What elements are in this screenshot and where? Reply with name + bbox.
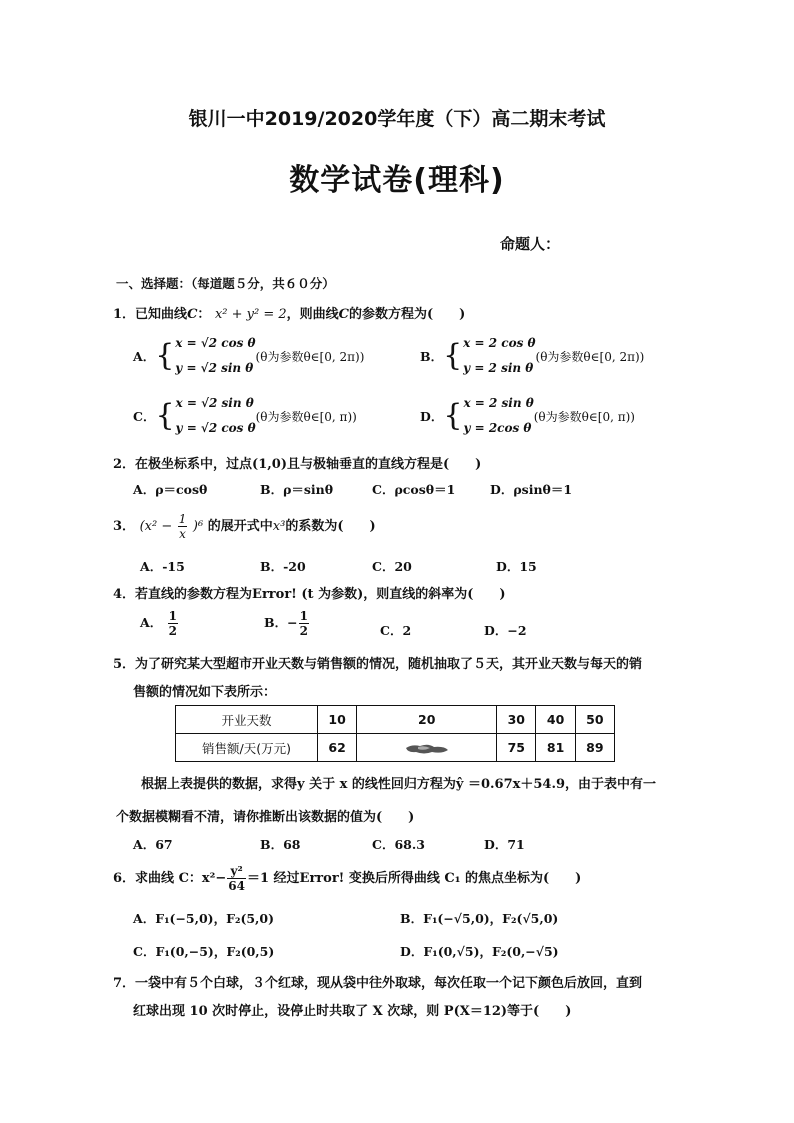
section-heading: 一、选择题：（每道题５分，共６０分） bbox=[116, 276, 335, 291]
question-3 bbox=[113, 512, 376, 541]
equation: x² + y² = 2 bbox=[214, 307, 287, 322]
table-cell: 62 bbox=[317, 734, 356, 762]
exam-title-line2: 数学试卷(理科) bbox=[289, 163, 505, 198]
q5-option-d[interactable]: D．71 bbox=[484, 837, 525, 852]
q2-option-c[interactable]: C．ρcosθ＝1 bbox=[372, 482, 456, 497]
param-system: x = 2 sin θ y = 2cos θ bbox=[463, 396, 534, 435]
q3-option-a[interactable]: A．-15 bbox=[140, 559, 185, 574]
exam-title-line1: 银川一中2019/2020学年度（下）高二期末考试 bbox=[188, 108, 606, 130]
question-text: 的展开式中 bbox=[207, 519, 273, 534]
q2-option-b[interactable]: B．ρ＝sinθ bbox=[260, 482, 334, 497]
sales-table bbox=[175, 705, 615, 762]
question-number: 7． bbox=[113, 976, 136, 991]
q5-option-b[interactable]: B．68 bbox=[260, 837, 301, 852]
question-7-line2: 红球出现 10 次时停止，设停止时共取了 X 次球，则 P(X＝12)等于( ) bbox=[133, 1004, 572, 1019]
author-label: 命题人： bbox=[500, 235, 561, 253]
option-label: A． bbox=[133, 349, 156, 364]
question-text: 的系数为( ) bbox=[285, 519, 376, 534]
param-note: (θ为参数θ∈[0, 2π)) bbox=[535, 349, 645, 364]
q4-option-d[interactable]: D．−2 bbox=[484, 623, 527, 638]
question-number: 5． bbox=[113, 657, 136, 672]
question-text: 求曲线 C：x²− bbox=[135, 871, 227, 886]
q6-option-a[interactable]: A．F₁(−5,0)，F₂(5,0) bbox=[133, 911, 275, 926]
question-number: 6． bbox=[113, 871, 136, 886]
blur-smudge-icon bbox=[404, 743, 449, 755]
curve-var: C bbox=[338, 307, 350, 322]
expression: (x² − bbox=[139, 519, 173, 534]
table-cell: 89 bbox=[575, 734, 614, 762]
q2-option-d[interactable]: D．ρsinθ＝1 bbox=[490, 482, 573, 497]
q6-option-d[interactable]: D．F₁(0,√5)，F₂(0,−√5) bbox=[400, 944, 559, 959]
q5-option-a[interactable]: A．67 bbox=[133, 837, 173, 852]
question-text: 的参数方程为( ) bbox=[349, 307, 466, 322]
brace-icon: { bbox=[443, 338, 463, 373]
q6-option-c[interactable]: C．F₁(0,−5)，F₂(0,5) bbox=[133, 944, 275, 959]
param-system: x = 2 cos θ y = 2 sin θ bbox=[463, 336, 536, 375]
table-cell: 20 bbox=[357, 706, 497, 734]
expression: )⁶ bbox=[192, 519, 204, 534]
fraction: $\frac{1}{2}$ bbox=[299, 609, 308, 638]
option-label: B． bbox=[420, 349, 444, 364]
q4-option-c[interactable]: C．2 bbox=[380, 623, 412, 638]
table-header-cell: 销售额/天(万元) bbox=[176, 734, 318, 762]
question-text: 在极坐标系中，过点(1,0)且与极轴垂直的直线方程是( ) bbox=[135, 457, 482, 472]
question-text: 已知曲线 bbox=[135, 307, 188, 322]
question-number: 1． bbox=[113, 307, 136, 322]
colon: ： bbox=[197, 307, 211, 322]
blurred-cell bbox=[357, 734, 497, 762]
question-text: ＝1 经过Error! 变换后所得曲线 C₁ 的焦点坐标为( ) bbox=[246, 871, 582, 886]
question-5 bbox=[113, 653, 642, 672]
brace-icon: { bbox=[155, 338, 175, 373]
table-row bbox=[176, 706, 615, 734]
table-cell: 30 bbox=[497, 706, 536, 734]
option-label: C． bbox=[133, 409, 156, 424]
q1-option-c[interactable] bbox=[133, 390, 357, 442]
param-note: (θ为参数θ∈[0, 2π)) bbox=[255, 349, 365, 364]
table-row bbox=[176, 734, 615, 762]
question-number: 2． bbox=[113, 457, 136, 472]
q5-option-c[interactable]: C．68.3 bbox=[372, 837, 425, 852]
param-note: (θ为参数θ∈[0, π)) bbox=[255, 409, 357, 424]
question-6 bbox=[113, 864, 581, 893]
term: x³ bbox=[272, 519, 286, 534]
q4-option-b[interactable]: B．− $\frac{1}{2}$ bbox=[264, 609, 308, 638]
q1-option-b[interactable] bbox=[420, 330, 644, 382]
table-cell: 10 bbox=[317, 706, 356, 734]
brace-icon: { bbox=[443, 398, 463, 433]
q1-option-a[interactable] bbox=[133, 330, 364, 382]
question-5-line2: 售额的情况如下表所示： bbox=[133, 685, 277, 700]
brace-icon: { bbox=[155, 398, 175, 433]
fraction: $\frac{1}{2}$ bbox=[168, 609, 177, 638]
q3-option-d[interactable]: D．15 bbox=[496, 559, 537, 574]
question-number: 4． bbox=[113, 587, 136, 602]
param-note: (θ为参数θ∈[0, π)) bbox=[533, 409, 635, 424]
q3-option-b[interactable]: B．-20 bbox=[260, 559, 306, 574]
fraction: $\frac{1}{x}$ bbox=[178, 512, 187, 541]
q3-option-c[interactable]: C．20 bbox=[372, 559, 412, 574]
question-2 bbox=[113, 453, 481, 472]
table-cell: 40 bbox=[536, 706, 575, 734]
fraction: $\frac{\text{y²}}{64}$ bbox=[228, 864, 245, 893]
question-text: 若直线的参数方程为Error! (t 为参数)，则直线的斜率为( ) bbox=[135, 587, 506, 602]
table-cell: 75 bbox=[497, 734, 536, 762]
question-text: 为了研究某大型超市开业天数与销售额的情况，随机抽取了５天，其开业天数与每天的销 bbox=[135, 657, 643, 672]
question-7 bbox=[113, 972, 642, 991]
option-label: D． bbox=[420, 409, 444, 424]
param-system: x = √2 cos θ y = √2 sin θ bbox=[175, 336, 256, 375]
question-1 bbox=[113, 303, 465, 322]
question-4 bbox=[113, 583, 506, 602]
param-system: x = √2 sin θ y = √2 cos θ bbox=[175, 396, 256, 435]
q4-option-a[interactable]: A． $\frac{1}{2}$ bbox=[140, 609, 177, 638]
q6-option-b[interactable]: B．F₁(−√5,0)，F₂(√5,0) bbox=[400, 911, 559, 926]
question-text: 一袋中有５个白球，３个红球，现从袋中往外取球，每次任取一个记下颜色后放回，直到 bbox=[135, 976, 643, 991]
curve-var: C bbox=[187, 307, 198, 322]
question-number: 3． bbox=[113, 519, 136, 534]
table-cell: 50 bbox=[575, 706, 614, 734]
q1-option-d[interactable] bbox=[420, 390, 635, 442]
question-5-line4: 个数据模糊看不清，请你推断出该数据的值为( ) bbox=[116, 810, 415, 825]
question-5-line3: 根据上表提供的数据，求得y 关于 x 的线性回归方程为ŷ ＝0.67x＋54.9，由于表中有一 bbox=[141, 777, 657, 792]
question-text: ，则曲线 bbox=[286, 307, 339, 322]
q2-option-a[interactable]: A．ρ＝cosθ bbox=[133, 482, 208, 497]
table-cell: 81 bbox=[536, 734, 575, 762]
table-header-cell: 开业天数 bbox=[176, 706, 318, 734]
